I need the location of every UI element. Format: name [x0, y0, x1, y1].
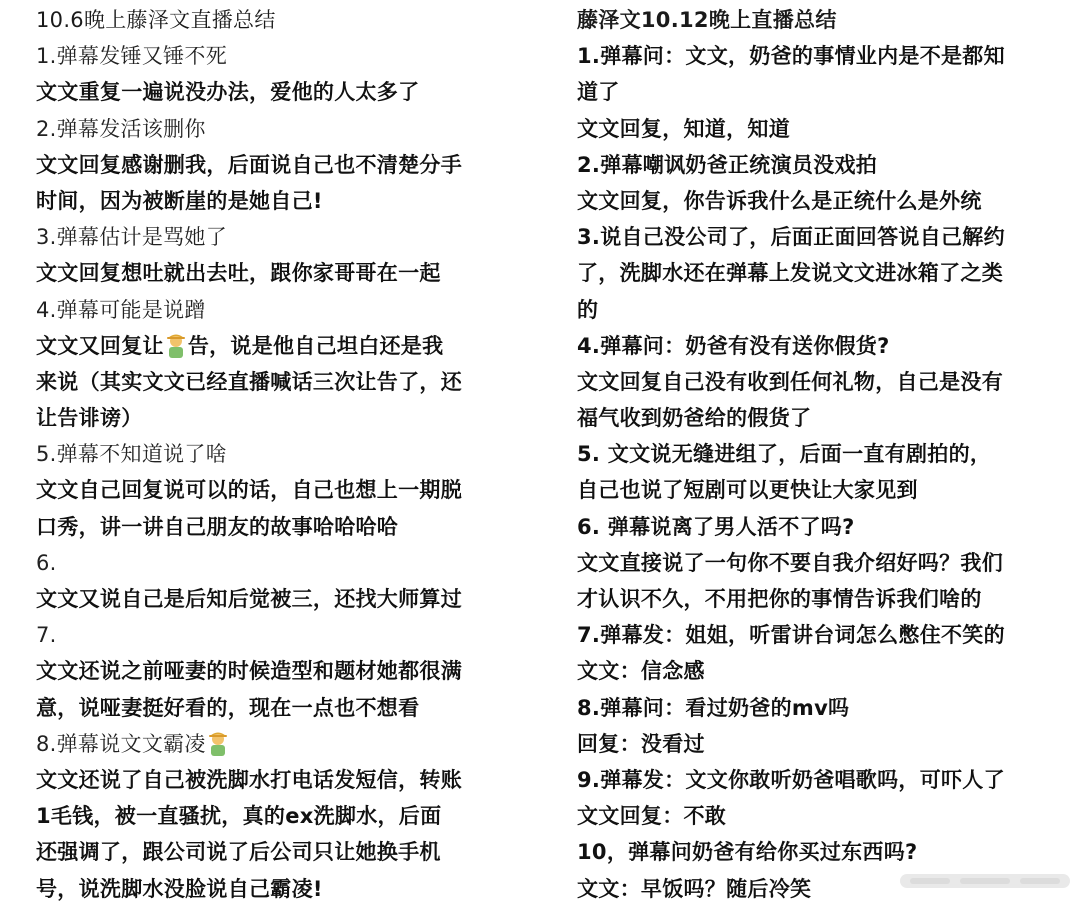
- right-line-15: 文文直接说了一句你不要自我介绍好吗？我们: [577, 550, 1003, 575]
- right-line-23: 10，弹幕问奶爸有给你买过东西吗?: [577, 840, 918, 865]
- right-line-12: 5. 文文说无缝进组了，后面一直有剧拍的，: [577, 442, 992, 467]
- left-line-2: 文文重复一遍说没办法，爱他的人太多了: [36, 80, 420, 105]
- left-line-21: 文文还说了自己被洗脚水打电话发短信，转账: [36, 767, 462, 792]
- left-line-11: 让告诽谤）: [36, 406, 143, 431]
- left-line-22: 1毛钱，被一直骚扰，真的ex洗脚水，后面: [36, 804, 442, 829]
- man-farmer-emoji-icon: [207, 730, 229, 756]
- right-line-16: 才认识不久，不用把你的事情告诉我们啥的: [577, 587, 982, 611]
- left-line-12: 5.弹幕不知道说了啥: [36, 442, 228, 467]
- right-title: 藤泽文10.12晚上直播总结: [577, 8, 837, 32]
- right-line-6: 3.说自己没公司了，后面正面回答说自己解约: [577, 225, 1005, 250]
- left-line-14: 口秀，讲一讲自己朋友的故事哈哈哈哈: [36, 514, 399, 539]
- left-line-6: 3.弹幕估计是骂她了: [36, 225, 228, 250]
- left-lines: [36, 38, 536, 907]
- right-lines: [577, 38, 1057, 907]
- right-line-3: 文文回复，知道，知道: [577, 116, 790, 141]
- right-line-19: 8.弹幕问：看过奶爸的mv吗: [577, 695, 850, 720]
- right-line-1: 1.弹幕问：文文，奶爸的事情业内是不是都知: [577, 44, 1005, 69]
- left-column: [36, 2, 536, 907]
- left-line-5: 时间，因为被断崖的是她自己!: [36, 188, 323, 213]
- left-line-3: 2.弹幕发活该删你: [36, 116, 206, 141]
- right-line-2: 道了: [577, 80, 620, 105]
- left-line-17: 7.: [36, 623, 57, 648]
- right-line-20: 回复：没看过: [577, 731, 705, 756]
- man-farmer-emoji-icon: [165, 332, 187, 358]
- left-line-24: 号，说洗脚水没脸说自己霸凌!: [36, 876, 323, 901]
- right-line-8: 的: [577, 297, 599, 322]
- right-line-4: 2.弹幕嘲讽奶爸正统演员没戏拍: [577, 152, 878, 177]
- right-line-14: 6. 弹幕说离了男人活不了吗?: [577, 514, 855, 539]
- right-line-18: 文文：信念感: [577, 659, 705, 684]
- right-line-9: 4.弹幕问：奶爸有没有送你假货?: [577, 333, 890, 358]
- right-line-17: 7.弹幕发：姐姐，听雷讲台词怎么憋住不笑的: [577, 623, 1005, 648]
- left-line-4: 文文回复感谢删我，后面说自己也不清楚分手: [36, 152, 462, 177]
- right-line-22: 文文回复：不敢: [577, 804, 727, 829]
- left-title: 10.6晚上藤泽文直播总结: [36, 8, 276, 32]
- blurred-watermark: [900, 870, 1070, 892]
- right-line-7: 了，洗脚水还在弹幕上发说文文进冰箱了之类: [577, 261, 1003, 286]
- right-line-11: 福气收到奶爸给的假货了: [577, 406, 812, 431]
- left-line-7: 文文回复想吐就出去吐，跟你家哥哥在一起: [36, 261, 441, 286]
- left-line-10: 来说（其实文文已经直播喊话三次让告了，还: [36, 369, 462, 394]
- left-line-20: 8.弹幕说文文霸凌: [36, 726, 536, 762]
- left-line-9: 文文又回复让 告，说是他自己坦白还是我: [36, 333, 444, 358]
- right-line-24: 文文：早饭吗？随后冷笑: [577, 876, 812, 901]
- right-column: [577, 2, 1057, 907]
- left-line-8: 4.弹幕可能是说蹭: [36, 297, 206, 322]
- left-line-19: 意，说哑妻挺好看的，现在一点也不想看: [36, 695, 420, 720]
- left-line-16: 文文又说自己是后知后觉被三，还找大师算过: [36, 587, 462, 611]
- left-line-23: 还强调了，跟公司说了后公司只让她换手机: [36, 840, 441, 865]
- right-line-10: 文文回复自己没有收到任何礼物，自己是没有: [577, 369, 1003, 394]
- right-line-5: 文文回复，你告诉我什么是正统什么是外统: [577, 188, 982, 213]
- left-line-18: 文文还说之前哑妻的时候造型和题材她都很满: [36, 659, 462, 684]
- left-line-1: 1.弹幕发锤又锤不死: [36, 44, 228, 69]
- right-line-13: 自己也说了短剧可以更快让大家见到: [577, 478, 918, 503]
- left-line-13: 文文自己回复说可以的话，自己也想上一期脱: [36, 478, 462, 503]
- left-line-15: 6.: [36, 550, 57, 575]
- right-line-21: 9.弹幕发：文文你敢听奶爸唱歌吗，可吓人了: [577, 767, 1005, 792]
